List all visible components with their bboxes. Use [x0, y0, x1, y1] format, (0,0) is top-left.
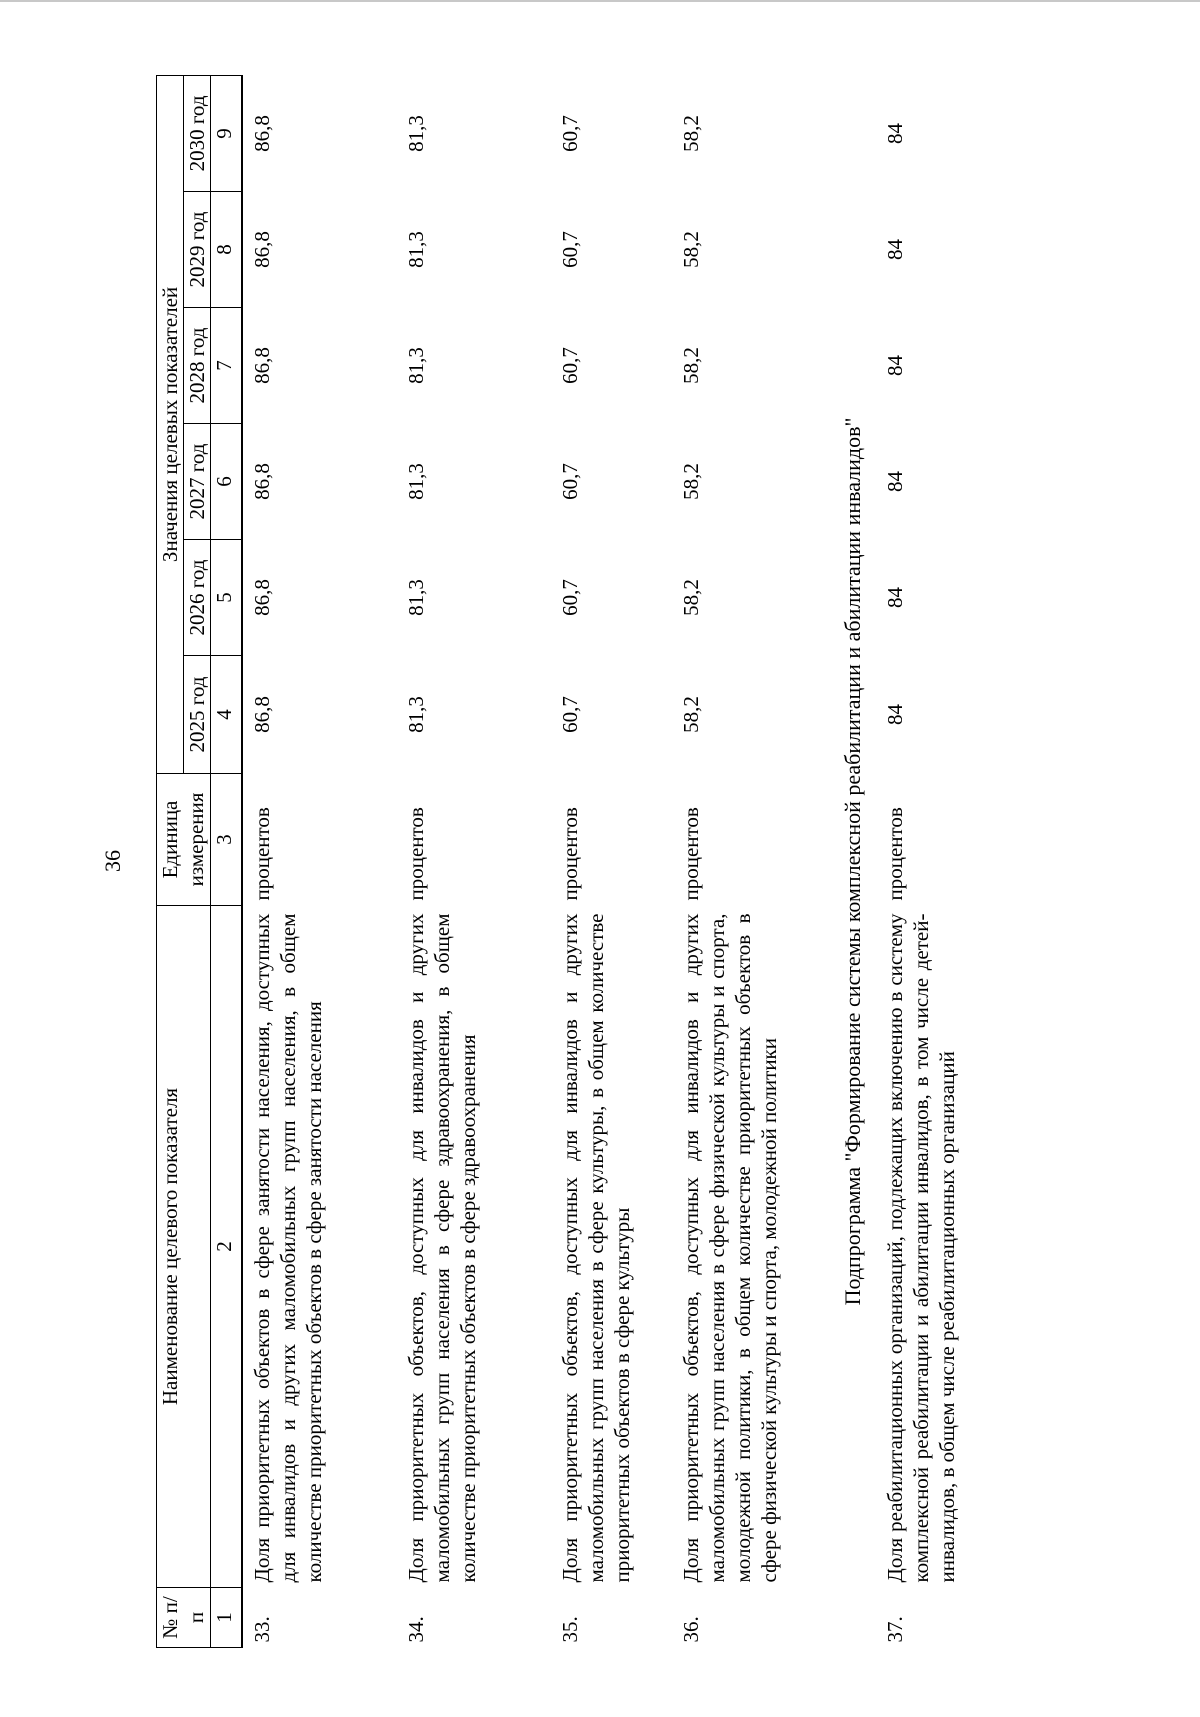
column-number: 3 [211, 774, 243, 906]
value-cell: 84 [883, 355, 907, 376]
value-cell: 58,2 [679, 347, 703, 384]
indicator-name: Доля реабилитационных организаций, подлежащих включению в систему комплексной реабилитации и абилитации инвалидов, в том числе детей-инвалидов, в общем числе реабилитационных организаций [883, 913, 959, 1583]
value-cell: 86,8 [250, 696, 274, 733]
value-cell: 84 [883, 122, 907, 144]
value-cell: 86,8 [250, 231, 274, 268]
value-cell: 81,3 [404, 115, 428, 152]
value-cell: 81,3 [404, 463, 428, 500]
value-cell: 84 [883, 587, 907, 608]
value-cell: 60,7 [558, 347, 582, 384]
table-row [551, 75, 672, 1647]
header-year: 2027 год [184, 424, 211, 540]
rotated-table-container [156, 76, 1060, 1648]
column-number: 7 [211, 308, 243, 424]
indicator-unit: процентов [883, 807, 907, 901]
indicator-name: Доля приоритетных объектов в сфере занятости населения, доступных для инвалидов и других маломобильных групп населения, в общем количестве приоритетных объектов в сфере занятости населения [250, 913, 326, 1583]
page-number: 36 [100, 850, 125, 872]
value-cell: 60,7 [558, 115, 582, 152]
indicator-unit: процентов [558, 807, 582, 901]
column-number: 5 [211, 540, 243, 656]
scan-edge [0, 0, 1200, 2]
value-cell: 81,3 [404, 696, 428, 733]
column-number: 4 [211, 656, 243, 774]
value-cell: 60,7 [558, 696, 582, 733]
value-cell: 84 [883, 239, 907, 260]
value-cell: 58,2 [679, 696, 703, 733]
value-cell: 60,7 [558, 579, 582, 616]
header-year: 2029 год [184, 192, 211, 308]
row-number: 36. [679, 1616, 703, 1643]
column-number: 1 [211, 1588, 243, 1648]
table-row [242, 75, 397, 1647]
value-cell: 60,7 [558, 463, 582, 500]
table-row [397, 75, 551, 1647]
section-row [834, 75, 876, 1647]
header-name: Наименование целевого показателя [157, 906, 211, 1588]
indicator-name: Доля приоритетных объектов, доступных для инвалидов и других маломобильных групп населения в сфере здравоохранения, в общем количестве приоритетных объектов в сфере здравоохранения [404, 913, 480, 1583]
indicator-unit: процентов [250, 807, 274, 901]
column-number: 9 [211, 75, 243, 191]
column-number: 8 [211, 192, 243, 308]
row-number: 35. [558, 1616, 582, 1643]
header-year: 2028 год [184, 308, 211, 424]
indicator-unit: процентов [679, 807, 703, 901]
header-values-group: Значения целевых показателей [157, 75, 184, 773]
table-row [876, 75, 1022, 1647]
value-cell: 86,8 [250, 115, 274, 152]
row-number: 37. [883, 1616, 907, 1643]
target-indicators-table [156, 75, 1022, 1648]
value-cell: 84 [883, 471, 907, 492]
value-cell: 81,3 [404, 579, 428, 616]
value-cell: 81,3 [404, 231, 428, 268]
value-cell: 60,7 [558, 231, 582, 268]
header-year: 2025 год [184, 656, 211, 774]
subprogram-title: Подпрограмма "Формирование системы комплексной реабилитации и абилитации инвалидов" [840, 417, 865, 1306]
value-cell: 58,2 [679, 115, 703, 152]
column-number: 6 [211, 424, 243, 540]
header-unit: Единица измерения [157, 774, 211, 906]
header-year: 2026 год [184, 540, 211, 656]
indicator-name: Доля приоритетных объектов, доступных для инвалидов и других маломобильных групп населения в сфере физической культуры и спорта, молодежной политики, в общем количестве приоритетных объектов в сфере физической культуры и спорта, молодежной политики [679, 913, 781, 1583]
table-row [672, 75, 834, 1647]
indicator-name: Доля приоритетных объектов, доступных для инвалидов и других маломобильных групп населения в сфере культуры, в общем количестве приоритетных объектов в сфере культуры [558, 913, 634, 1583]
value-cell: 84 [883, 704, 907, 725]
value-cell: 58,2 [679, 579, 703, 616]
value-cell: 86,8 [250, 463, 274, 500]
value-cell: 86,8 [250, 579, 274, 616]
header-year: 2030 год [184, 75, 211, 191]
column-number: 2 [211, 906, 243, 1588]
indicator-unit: процентов [404, 807, 428, 901]
header-num: № п/п [157, 1588, 211, 1648]
value-cell: 58,2 [679, 231, 703, 268]
row-number: 33. [250, 1616, 274, 1643]
value-cell: 58,2 [679, 463, 703, 500]
value-cell: 81,3 [404, 347, 428, 384]
value-cell: 86,8 [250, 347, 274, 384]
row-number: 34. [404, 1616, 428, 1643]
